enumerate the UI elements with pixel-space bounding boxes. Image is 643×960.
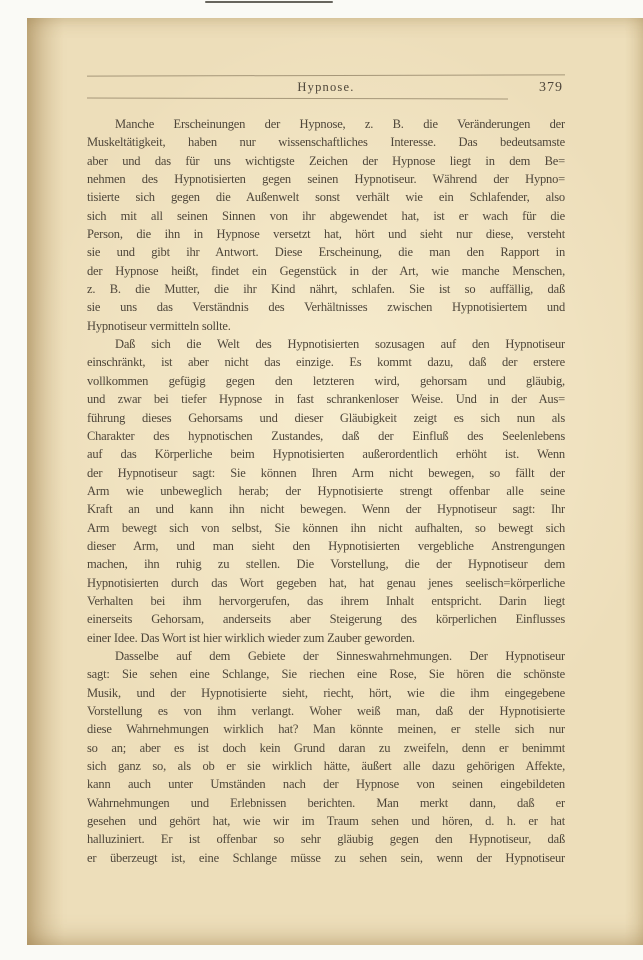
text-line: diese Wahrnehmungen wirklich hat? Man könnte meinen, er stelle sich nur <box>87 722 565 737</box>
text-line: Hypnotisierten durch das Wort gegeben hat, hat genau jenes seelisch=körperliche <box>87 575 565 590</box>
text-line: führung dieses Gehorsams und dieser Gläubigkeit zeigt es sich nun als <box>87 410 565 425</box>
text-line: z. B. die Mutter, die ihr Kind nährt, schlafen. Sie ist so auffällig, daß <box>87 282 565 297</box>
text-line: Muskeltätigkeit, haben nur wissenschaftliches Interesse. Das bedeutsamste <box>87 135 565 150</box>
text-line: sich mit all seinen Sinnen von ihr abgewendet hat, ist er wach für die <box>87 208 565 223</box>
text-line: Arm wie unbeweglich herab; der Hypnotisierte strengt offenbar alle seine <box>87 483 565 498</box>
text-line: tisierte sich gegen die Außenwelt sonst verhält wie ein Schlafender, also <box>87 190 565 205</box>
text-line: Daß sich die Welt des Hypnotisierten sozusagen auf den Hypnotiseur <box>115 337 565 352</box>
text-line: nehmen des Hypnotisierten gegen seinen Hypnotiseur. Während der Hypno= <box>87 172 565 187</box>
paragraph <box>87 335 565 647</box>
text-line: Manche Erscheinungen der Hypnose, z. B. die Veränderungen der <box>115 117 565 131</box>
text-line: sich ganz so, als ob er sie wirklich hätte, äußert alle dazu gehörigen Affekte, <box>87 759 565 774</box>
scan-artifact-line <box>205 1 333 3</box>
text-line: Person, die ihn in Hypnose versetzt hat, hört und sieht nur diese, versteht <box>87 227 565 242</box>
text-line: der Hypnose heißt, findet ein Gegenstück in der Art, wie manche Menschen, <box>87 263 565 278</box>
text-line: kann auch unter Umständen nach der Hypnose von seinen eingebildeten <box>87 777 565 792</box>
text-line: einer Idee. Das Wort ist hier wirklich wieder zum Zauber geworden. <box>87 630 415 645</box>
text-line: auf das Körperliche beim Hypnotisierten außerordentlich erhöht ist. Wenn <box>87 447 565 462</box>
text-line: halluziniert. Er ist offenbar so sehr gläubig gegen den Hypnotiseur, daß <box>87 832 565 847</box>
text-line: dieser Arm, und man sieht den Hypnotisierten vergebliche Anstrengungen <box>87 538 565 553</box>
text-line: aber und das für uns wichtigste Zeichen der Hypnose liegt in dem Be= <box>87 153 565 168</box>
book-page <box>27 18 643 945</box>
text-line: Dasselbe auf dem Gebiete der Sinneswahrnehmungen. Der Hypnotiseur <box>115 648 565 663</box>
text-line: Charakter des hypnotischen Zustandes, daß der Einfluß des Seelenlebens <box>87 428 565 443</box>
text-line: sie uns das Verständnis des Verhältnisses zwischen Hypnotisiertem und <box>87 300 565 315</box>
text-line: sagt: Sie sehen eine Schlange, Sie riechen eine Rose, Sie hören die schönste <box>87 667 565 682</box>
text-line: einerseits Gehorsam, anderseits aber Steigerung des körperlichen Einflusses <box>87 612 565 627</box>
paragraph <box>87 647 565 867</box>
text-line: vollkommen gefügig gegen den letzteren wird, gehorsam und gläubig, <box>87 373 565 388</box>
text-line: Verhalten bei ihm hervorgerufen, das ihrem Inhalt entspricht. Darin liegt <box>87 593 565 608</box>
header-row <box>87 77 565 98</box>
text-line: Hypnotiseur vermitteln sollte. <box>87 318 231 333</box>
page-header <box>87 75 565 99</box>
header-bottom-rule <box>87 98 508 100</box>
text-line: sie und gibt ihr Antwort. Diese Erscheinung, die man den Rapport in <box>87 245 565 260</box>
page-number: 379 <box>539 80 563 95</box>
text-line: Arm bewegt sich von selbst, Sie können ihn nicht aufhalten, so bewegt sich <box>87 520 565 535</box>
running-head: Hypnose. <box>297 80 355 94</box>
text-line: machen, ihn ruhig zu stellen. Die Vorstellung, die der Hypnotiseur dem <box>87 557 565 572</box>
text-line: gesehen und gehört hat, wie wir im Traum sehen und hören, d. h. er hat <box>87 814 565 829</box>
text-line: einschränkt, ist aber nicht das einzige. Es kommt dazu, daß der erstere <box>87 355 565 370</box>
paragraph <box>87 115 565 335</box>
text-line: der Hypnotiseur sagt: Sie können Ihren Arm nicht bewegen, so fällt der <box>87 465 565 480</box>
text-line: er überzeugt ist, eine Schlange müsse zu sehen sein, wenn der Hypnotiseur <box>87 850 565 865</box>
text-line: Wahrnehmungen und Erlebnissen berichten. Man merkt dann, daß er <box>87 795 565 810</box>
text-line: Musik, und der Hypnotisierte sieht, riecht, hört, wie die ihm eingegebene <box>87 685 565 700</box>
text-line: Kraft an und kann ihn nicht bewegen. Wenn der Hypnotiseur sagt: Ihr <box>87 502 565 517</box>
text-line: Vorstellung es von ihm verlangt. Woher weiß man, daß der Hypnotisierte <box>87 704 565 718</box>
page-text <box>87 115 565 867</box>
text-line: so an; aber es ist doch kein Grund daran zu zweifeln, denn er benimmt <box>87 740 565 755</box>
text-line: und zwar bei tiefer Hypnose in fast schrankenloser Weise. Und in der Aus= <box>87 392 565 407</box>
